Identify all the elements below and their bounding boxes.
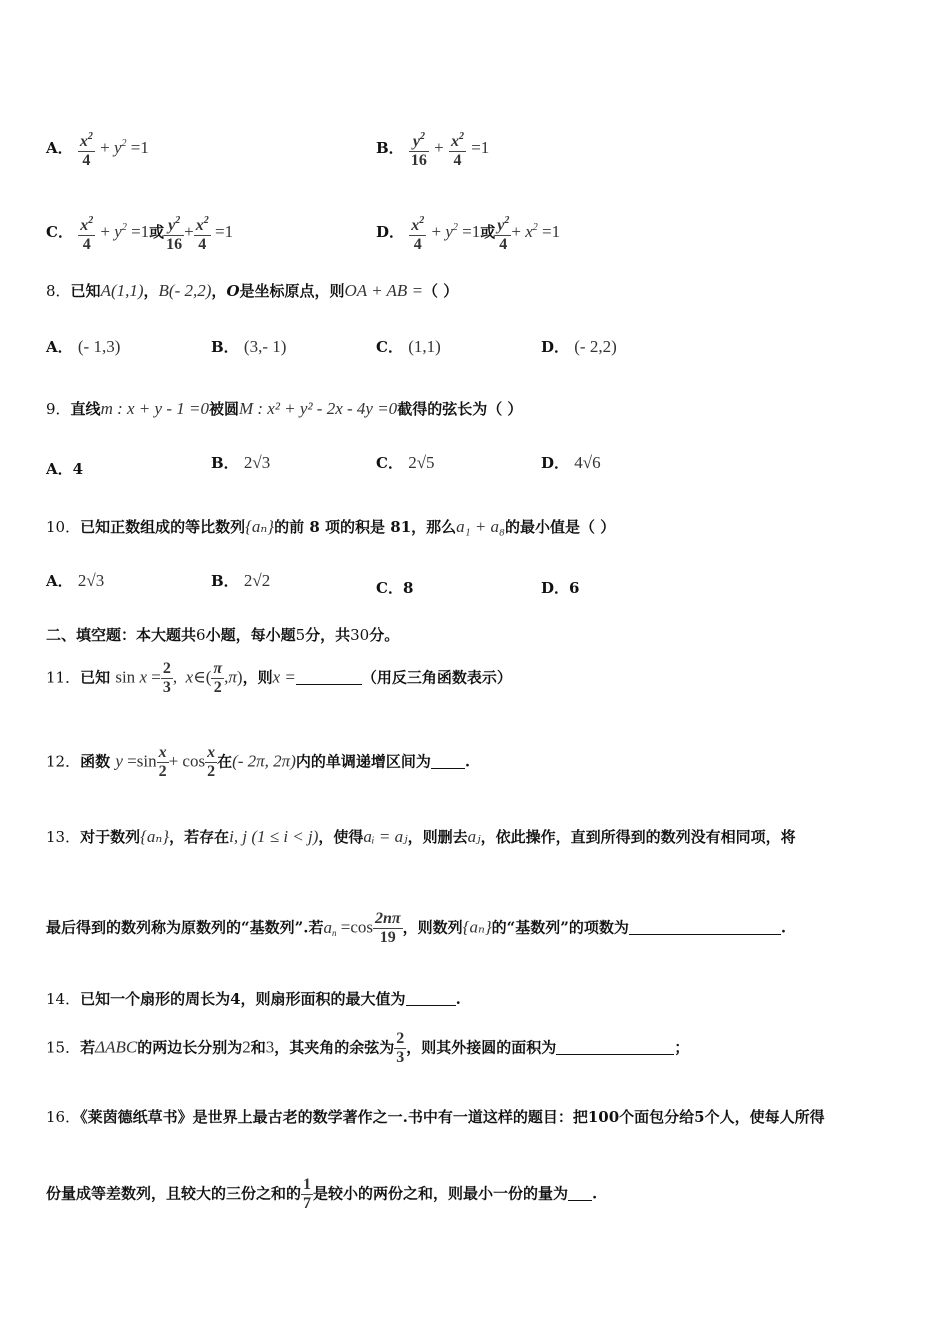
heading-text: 二、填空题：本大题共 bbox=[46, 626, 197, 644]
question-text: 已知一个扇形的周长为 bbox=[80, 990, 231, 1008]
fraction: $\frac{x^2}{4}$ bbox=[78, 128, 95, 170]
option-value: 2√2 bbox=[243, 571, 271, 590]
fraction: $\frac{y^2}{16}$ bbox=[409, 128, 429, 170]
answer-blank[interactable] bbox=[431, 754, 465, 769]
sequence-symbol: {aₙ} bbox=[462, 917, 492, 937]
question-11: 11．已知 sin x = $\frac{2}{3}$ , x∈( $\frac{\pi}{2}$ ,π)，则x = （用反三角函数表示） bbox=[46, 660, 512, 696]
sum-expression: a₁ + a₈ bbox=[456, 517, 505, 536]
answer-variable: x = bbox=[272, 667, 296, 687]
question-text: ，若存在 bbox=[169, 828, 230, 846]
question-text: 截得的弦长为（ ） bbox=[397, 400, 523, 418]
question-count: 6 bbox=[196, 626, 206, 644]
answer-blank[interactable] bbox=[556, 1040, 674, 1055]
option-value: 2√5 bbox=[408, 453, 435, 472]
period: . bbox=[592, 1184, 598, 1203]
option-value: 8 bbox=[402, 579, 414, 597]
option-letter: B． bbox=[211, 454, 239, 472]
q8-option-c bbox=[376, 336, 441, 357]
q10-option-d bbox=[541, 577, 579, 598]
period: . bbox=[464, 752, 471, 771]
question-text: ，使得 bbox=[318, 828, 364, 846]
question-text: ，则其外接圆的面积为 bbox=[406, 1038, 557, 1057]
fraction: $\frac{x^2}{4}$ bbox=[409, 212, 426, 254]
total-points: 30 bbox=[350, 626, 370, 644]
question-text: ，则删去 bbox=[407, 828, 468, 846]
option-letter: C． bbox=[376, 579, 403, 597]
term-count: 8 bbox=[309, 518, 320, 536]
question-text: ，其夹角的余弦为 bbox=[274, 1038, 395, 1057]
option-value: 6 bbox=[569, 579, 580, 597]
question-13-line2: 最后得到的数列称为原数列的“基数列”.若$a_n =\cos$ $\frac{2n\pi}{19}$ ，则数列{aₙ}的“基数列”的项数为 . bbox=[46, 910, 787, 946]
index-condition: i, j (1 ≤ i < j) bbox=[229, 827, 319, 846]
side-a: 2 bbox=[242, 1037, 251, 1057]
q8-option-a bbox=[46, 336, 120, 357]
option-letter: B． bbox=[211, 572, 239, 590]
heading-text: 分。 bbox=[369, 626, 400, 644]
question-text: 若 bbox=[80, 1038, 96, 1057]
question-number: 11． bbox=[46, 668, 81, 687]
origin-label: O bbox=[226, 282, 240, 300]
answer-blank[interactable] bbox=[568, 1186, 592, 1201]
question-text: 是较小的两份之和，则最小一份的量为 bbox=[313, 1184, 569, 1203]
fraction: $\frac{x}{2}$ bbox=[158, 744, 167, 780]
heading-text: 小题，每小题 bbox=[205, 626, 296, 644]
option-letter: D． bbox=[541, 579, 570, 597]
period: . bbox=[780, 918, 787, 937]
line-equation: m : x + y - 1 =0 bbox=[100, 399, 209, 418]
question-10 bbox=[46, 516, 615, 537]
question-text: 直线 bbox=[70, 400, 101, 418]
question-text: 个人，使每人所得 bbox=[704, 1108, 825, 1126]
question-text: 对于数列 bbox=[80, 828, 141, 846]
question-text: 是坐标原点，则 bbox=[239, 282, 345, 300]
question-text: 份量成等差数列，且较大的三份之和的 bbox=[46, 1184, 302, 1203]
sequence-symbol: {aₙ} bbox=[245, 517, 275, 536]
option-letter: A． bbox=[46, 460, 73, 478]
question-number: 13． bbox=[46, 828, 81, 846]
fraction: $\frac{x^2}{4}$ bbox=[78, 212, 95, 254]
question-text: 《莱茵德纸草书》是世界上最古老的数学著作之一.书中有一道这样的题目：把 bbox=[80, 1108, 588, 1126]
period: . bbox=[455, 990, 461, 1008]
question-text: 被圆 bbox=[208, 400, 239, 418]
question-16 bbox=[46, 1106, 825, 1127]
question-text: 的两边长分别为 bbox=[137, 1038, 243, 1057]
question-text: 内的单调递增区间为 bbox=[295, 752, 431, 771]
option-letter: C． bbox=[376, 338, 403, 356]
bread-count: 100 bbox=[587, 1108, 620, 1126]
question-number: 9． bbox=[46, 400, 71, 418]
question-text: 已知 bbox=[70, 282, 101, 300]
equality: aᵢ = aⱼ bbox=[363, 827, 408, 846]
option-letter: A． bbox=[46, 572, 73, 590]
question-number: 14． bbox=[46, 990, 81, 1008]
question-14 bbox=[46, 988, 461, 1009]
q7-option-a: A． $\frac{x^2}{4}$ + $y^2 =1$ bbox=[46, 128, 149, 170]
deleted-term: aⱼ bbox=[467, 827, 481, 846]
or-word: 或 bbox=[149, 223, 165, 241]
product-value: 81 bbox=[390, 518, 412, 536]
q9-option-a bbox=[46, 458, 83, 479]
fraction: $\frac{y^2}{16}$ bbox=[164, 212, 184, 254]
question-text: 最后得到的数列称为原数列的“基数列”.若 bbox=[46, 918, 324, 937]
triangle-symbol: ΔABC bbox=[95, 1037, 138, 1057]
q10-option-a bbox=[46, 570, 104, 591]
q8-option-d bbox=[541, 336, 617, 357]
side-b: 3 bbox=[265, 1037, 275, 1057]
option-value: 4√6 bbox=[574, 453, 601, 472]
option-letter: D． bbox=[541, 454, 570, 472]
question-text: 的前 bbox=[274, 518, 305, 536]
point-a: A(1,1) bbox=[100, 281, 144, 300]
question-text: ，依此操作，直到所得到的数列没有相同项，将 bbox=[480, 828, 796, 846]
question-number: 16． bbox=[46, 1108, 81, 1126]
fraction: $\frac{2n\pi}{19}$ bbox=[374, 910, 401, 946]
fraction: $\frac{y^2}{4}$ bbox=[495, 212, 511, 254]
q10-option-b bbox=[211, 570, 270, 591]
option-letter: B． bbox=[211, 338, 239, 356]
question-number: 12． bbox=[46, 752, 81, 771]
fraction: $\frac{\pi}{2}$ bbox=[213, 660, 223, 696]
q7-option-d: D． $\frac{x^2}{4}$ + $y^2 =1$或 $\frac{y^2}{4}$ + $x^2 =1$ bbox=[376, 212, 560, 254]
option-value: 2√3 bbox=[77, 571, 105, 590]
fraction: $\frac{2}{3}$ bbox=[162, 660, 171, 696]
option-letter: A． bbox=[46, 338, 73, 356]
fraction: $\frac{x^2}{4}$ bbox=[449, 128, 466, 170]
question-text: ，则扇形面积的最大值为 bbox=[240, 990, 406, 1008]
answer-paren: （ ） bbox=[423, 282, 459, 300]
option-letter: D． bbox=[541, 338, 570, 356]
people-count: 5 bbox=[694, 1108, 705, 1126]
option-value: 2√3 bbox=[243, 453, 271, 472]
question-text: （用反三角函数表示） bbox=[361, 668, 512, 687]
or-word: 或 bbox=[480, 223, 496, 241]
q9-option-d bbox=[541, 452, 601, 473]
question-number: 15． bbox=[46, 1038, 81, 1057]
answer-blank[interactable] bbox=[629, 920, 781, 935]
question-text: 项的积是 bbox=[325, 518, 386, 536]
question-number: 8． bbox=[46, 282, 71, 300]
question-text: 个面包分给 bbox=[619, 1108, 695, 1126]
fraction: $\frac{x}{2}$ bbox=[207, 744, 216, 780]
heading-text: 分，共 bbox=[305, 626, 351, 644]
point-b: B(- 2,2) bbox=[158, 281, 212, 300]
option-value: (- 1,3) bbox=[77, 337, 121, 356]
q7-option-b: B． $\frac{y^2}{16}$ + $\frac{x^2}{4}$ =1 bbox=[376, 128, 489, 170]
question-9 bbox=[46, 398, 522, 419]
answer-blank[interactable] bbox=[296, 670, 362, 685]
points-each: 5 bbox=[295, 626, 306, 644]
q9-option-c bbox=[376, 452, 435, 473]
question-text: 在 bbox=[217, 752, 233, 771]
question-text: 已知正数组成的等比数列 bbox=[80, 518, 246, 536]
semicolon: ； bbox=[674, 1038, 690, 1057]
q10-option-c bbox=[376, 577, 413, 598]
option-value: (1,1) bbox=[408, 337, 441, 356]
option-value: (- 2,2) bbox=[574, 337, 617, 356]
question-13 bbox=[46, 826, 796, 847]
sequence-symbol: {aₙ} bbox=[140, 827, 170, 846]
question-text: 的最小值是（ ） bbox=[504, 518, 616, 536]
separator: ， bbox=[211, 282, 227, 300]
question-text: 和 bbox=[250, 1038, 266, 1057]
separator: ， bbox=[143, 282, 159, 300]
question-text: ，则数列 bbox=[402, 918, 463, 937]
vector-expression: OA + AB = bbox=[344, 281, 424, 300]
question-text: 已知 bbox=[80, 668, 111, 687]
question-text: ，那么 bbox=[411, 518, 457, 536]
option-letter: A． bbox=[46, 139, 73, 157]
question-16-line2 bbox=[46, 1176, 597, 1213]
fraction: $\frac{x^2}{4}$ bbox=[194, 212, 211, 254]
question-text: ，则 bbox=[242, 668, 273, 687]
question-text: 函数 bbox=[80, 752, 111, 771]
q7-option-c: C． $\frac{x^2}{4}$ + $y^2 =1$或 $\frac{y^2}{16}$ + $\frac{x^2}{4}$ =1 bbox=[46, 212, 233, 254]
option-letter: B． bbox=[376, 139, 404, 157]
q8-option-b bbox=[211, 336, 286, 357]
question-12: 12．函数 y =sin $\frac{x}{2}$ + cos $\frac{x}{2}$ 在(- 2π, 2π)内的单调递增区间为 . bbox=[46, 744, 471, 780]
question-text: 的“基数列”的项数为 bbox=[491, 918, 629, 937]
perimeter-value: 4 bbox=[230, 990, 241, 1008]
option-letter: C． bbox=[46, 223, 73, 241]
option-value: (3,- 1) bbox=[243, 337, 287, 356]
option-value: 4 bbox=[72, 460, 84, 478]
option-letter: D． bbox=[376, 223, 405, 241]
circle-equation: M : x² + y² - 2x - 4y =0 bbox=[238, 399, 398, 418]
question-8 bbox=[46, 280, 458, 301]
section-heading bbox=[46, 624, 399, 645]
fraction: $\frac{2}{3}$ bbox=[396, 1030, 405, 1066]
answer-blank[interactable] bbox=[406, 991, 456, 1006]
interval: (- 2π, 2π) bbox=[232, 751, 296, 771]
question-number: 10． bbox=[46, 518, 81, 536]
q9-option-b bbox=[211, 452, 270, 473]
fraction: $\frac{1}{7}$ bbox=[303, 1176, 312, 1212]
option-letter: C． bbox=[376, 454, 403, 472]
question-15 bbox=[46, 1030, 689, 1067]
